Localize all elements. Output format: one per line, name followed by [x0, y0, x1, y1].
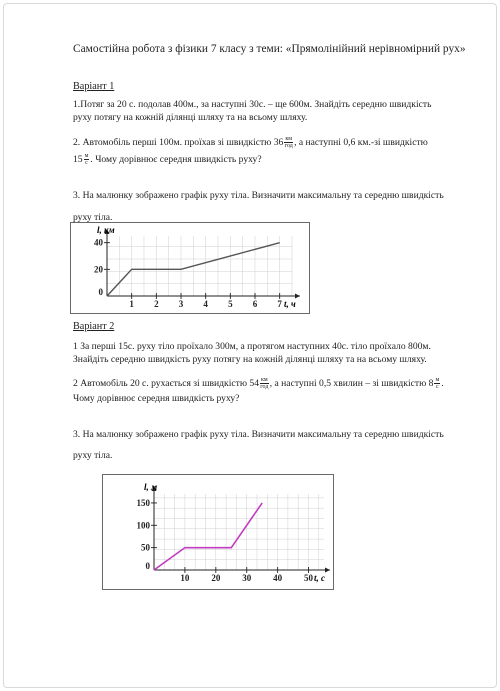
y-tick-label: 0	[145, 561, 150, 571]
v1-task3-line1: 3. На малюнку зображено графік руху тіла. Визначити максимальну та середню швидкість	[73, 190, 444, 201]
x-tick-label: 20	[211, 573, 221, 583]
y-axis-label: l, км	[97, 225, 115, 235]
v2-task3-line1: 3. На малюнку зображено графік руху тіла. Визначити максимальну та середню швидкість	[73, 429, 444, 440]
x-axis-label: t, ч	[284, 299, 296, 309]
v2-task1-line1: 1 За перші 15с. руху тіло проїхало 300м, а протягом наступних 40с. тіло проїхало 800м.	[73, 341, 431, 352]
x-tick-label: 10	[180, 573, 190, 583]
v1-task2-text-a: 2. Автомобіль перші 100м. проїхав зі швидкістю 36	[73, 137, 284, 148]
v1-motion-graph	[70, 222, 310, 314]
variant-2-heading: Варіант 2	[73, 321, 115, 332]
fraction-denominator: с	[436, 384, 439, 391]
v2-task2-text-c: .	[441, 378, 444, 389]
graph-frame	[71, 223, 310, 314]
y-axis-label: l, м	[144, 482, 158, 492]
v2-task2-text-a: 2 Автомобіль 20 с. рухається зі швидкістю 54	[73, 378, 259, 389]
v2-task2-text-b: , а наступні 0,5 хвилин – зі швидкістю 8	[269, 378, 434, 389]
page-title: Самостійна робота з фізики 7 класу з теми: «Прямолінійний нерівномірний рух»	[73, 43, 466, 55]
v1-task2-line2	[73, 153, 262, 166]
v1-task2-line1	[73, 136, 428, 149]
v1-task2-fraction-ms	[84, 153, 90, 166]
x-tick-label: 30	[242, 573, 252, 583]
x-axis-label: t, с	[314, 573, 325, 583]
fraction-denominator: год	[260, 384, 269, 391]
fraction-numerator: км	[285, 136, 293, 143]
x-tick-label: 7	[277, 299, 282, 309]
x-tick-label: 6	[252, 299, 258, 309]
x-tick-label: 5	[228, 299, 233, 309]
fraction-denominator: год	[284, 143, 293, 150]
v1-task1-line2: руху потягу на кожній ділянці шляху та на всьому шляху.	[73, 112, 308, 123]
v1-task2-text-d: . Чому дорівнює середня швидкість руху?	[90, 154, 262, 165]
y-tick-label: 0	[98, 287, 103, 297]
v2-task3-line2: руху тіла.	[73, 450, 113, 461]
v2-task2-line2: Чому дорівнює середня швидкість руху?	[73, 393, 240, 404]
x-tick-label: 2	[154, 299, 159, 309]
v1-task2-fraction-kmh	[284, 136, 293, 149]
v2-task2-fraction-kmh	[260, 377, 269, 390]
x-tick-label: 3	[178, 299, 184, 309]
v1-task1-line1: 1.Потяг за 20 с. подолав 400м., за наступні 30с. – ще 600м. Знайдіть середню швидкість	[73, 99, 432, 110]
v2-task2-fraction-ms	[434, 377, 440, 390]
x-tick-label: 4	[203, 299, 208, 309]
v1-task2-text-b: , а наступні 0,6 км.-зі швидкістю	[294, 137, 428, 148]
fraction-numerator: м	[435, 377, 440, 384]
fraction-numerator: км	[261, 377, 268, 384]
fraction-denominator: с	[85, 160, 88, 167]
x-tick-label: 50	[304, 573, 314, 583]
x-tick-label: 1	[129, 299, 134, 309]
v1-task2-text-c: 15	[73, 154, 83, 165]
y-tick-label: 40	[94, 237, 103, 248]
y-tick-label: 100	[136, 520, 150, 531]
v2-task1-line2: Знайдіть середню швидкість руху потягу на кожній ділянці шляху та на всьому шляху.	[73, 354, 427, 365]
v2-task2-line1	[73, 377, 444, 390]
y-tick-label: 50	[141, 542, 150, 553]
y-tick-label: 150	[136, 497, 150, 508]
v1-task3-line2: руху тіла.	[73, 212, 113, 223]
x-tick-label: 40	[273, 573, 283, 583]
variant-1-heading: Варіант 1	[73, 81, 115, 92]
v2-motion-graph	[102, 474, 334, 590]
y-tick-label: 20	[94, 264, 103, 275]
fraction-numerator: м	[84, 153, 89, 160]
